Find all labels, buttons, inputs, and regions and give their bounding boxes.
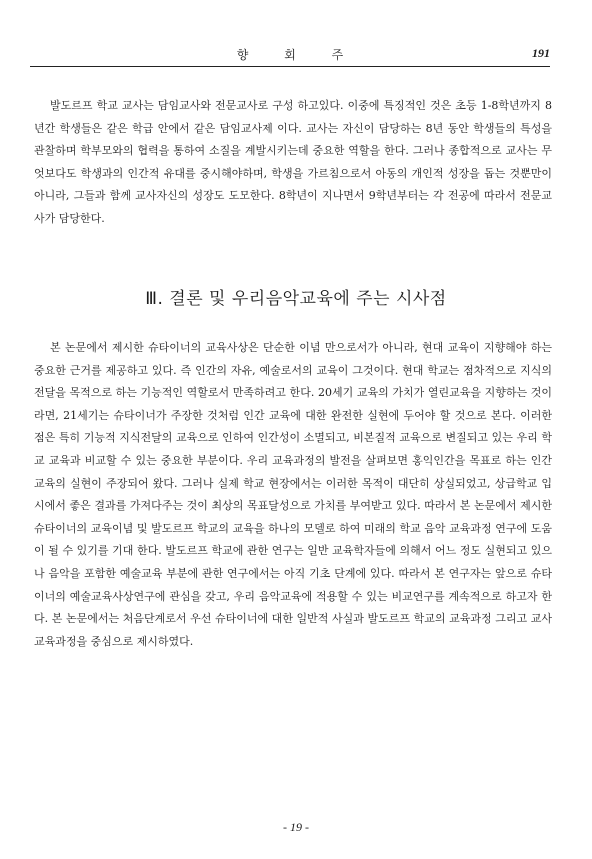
running-header-title: 향 회 주 [236, 48, 360, 62]
footer-page-number: - 19 - [283, 820, 309, 834]
section-title: Ⅲ. 결론 및 우리음악교육에 주는 시사점 [145, 289, 447, 309]
header-page-number: 191 [532, 46, 550, 60]
body-paragraph-1: 발도르프 학교 교사는 담임교사와 전문교사로 구성 하고있다. 이중에 특징적인 것은 초등 1-8학년까지 8년간 학생들은 같은 학급 안에서 같은 담임교사제 이다. 교사는 자신이 담당하는 8년 동안 학생들의 특성을 관찰하며 학부모와의 협력을 통하여 소질을 계발시키는데 중요한 역할을 한다. 그러나 종합적으로 교사는 무엇보다도 학생과의 인간적 유대를 중시해야하며, 학생을 가르침으로서 아동의 개인적 성장을 돕는 것뿐만이 아니라, 그들과 함께 교사자신의 성장도 도모한다. 8학년이 지나면서 9학년부터는 각 전공에 따라서 전문교사가 담당한다. [34, 99, 552, 225]
running-header [30, 40, 550, 64]
body-paragraph-2: 본 논문에서 제시한 슈타이너의 교육사상은 단순한 이념 만으로서가 아니라, 현대 교육이 지향해야 하는 중요한 근거를 제공하고 있다. 즉 인간의 자유, 예술로서의 교육이 그것이다. 현대 학교는 점차적으로 지식의 전달을 목적으로 하는 기능적인 역할로서 만족하려고 한다. 20세기 교육의 가치가 열린교육을 지향하는 것이라면, 21세기는 슈타이너가 주장한 것처럼 인간 교육에 대한 완전한 실현에 두어야 할 것으로 본다. 이러한 점은 특히 기능적 지식전달의 교육으로 인하여 인간성이 소멸되고, 비본질적 교육으로 변질되고 있는 우리 학교 교육과 비교할 수 있는 중요한 부분이다. 우리 교육과정의 발전을 살펴보면 홍익인간을 목표로 하는 인간교육의 실현이 주장되어 왔다. 그러나 실제 학교 현장에서는 이러한 목적이 대단히 상실되었고, 상급학교 입시에서 좋은 결과를 가져다주는 것이 최상의 목표달성으로 가치를 부여받고 있다. 따라서 본 논문에서 제시한 슈타이너의 교육이념 및 발도르프 학교의 교육을 하나의 모델로 하여 미래의 학교 음악 교육과정 연구에 도움이 될 수 있기를 기대 한다. 발도르프 학교에 관한 연구는 일반 교육학자들에 의해서 어느 정도 실현되고 있으나 음악을 포함한 예술교육 부분에 관한 연구에서는 아직 기초 단계에 있다. 따라서 본 연구자는 앞으로 슈타이너의 예술교육사상연구에 관심을 갖고, 우리 음악교육에 적용할 수 있는 비교연구를 계속적으로 하고자 한다. 본 논문에서는 처음단계로서 우선 슈타이너에 대한 일반적 사실과 발도르프 학교의 교육과정 그리고 교사교육과정을 중심으로 제시하였다. [34, 341, 552, 648]
header-divider [30, 66, 550, 67]
